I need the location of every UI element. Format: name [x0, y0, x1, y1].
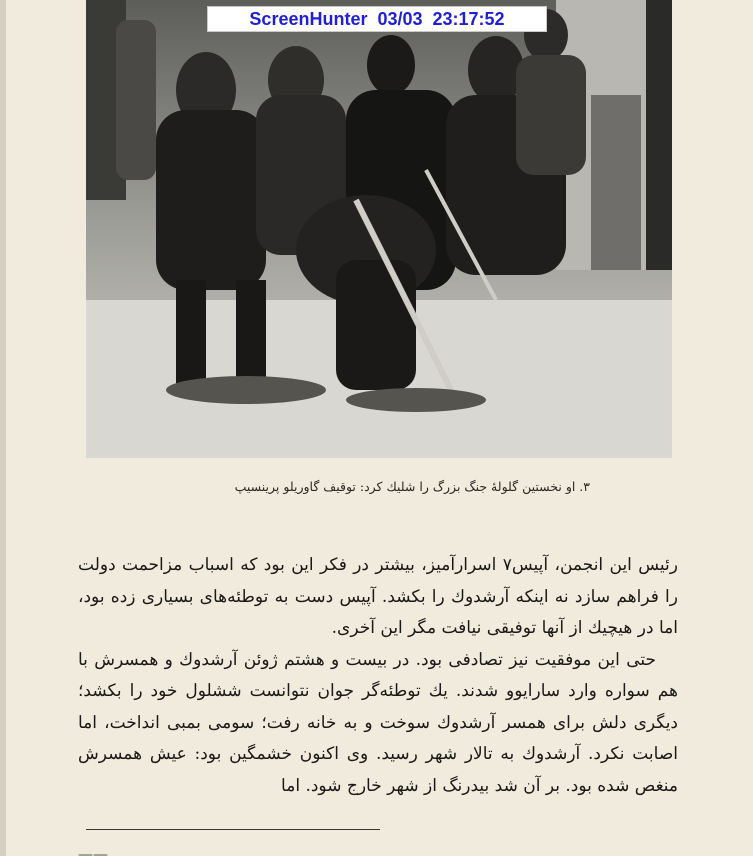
body-text	[78, 550, 678, 802]
footnote-divider	[86, 829, 380, 830]
paragraph: حتی این موفقیت نیز تصادفی بود. در بیست و هشتم ژوئن آرشدوك و همسرش با هم سواره وارد سارایوو شدند. یك توطئه‌گر جوان نتوانست ششلول خود را بکشد؛ دیگری دلش برای همسر آرشدوك سوخت و به خانه رفت؛ سومی بمبی انداخت، اما اصابت نکرد. آرشدوك به تالار شهر رسید. وی اکنون خشمگین بود: عیش همسرش منغص شده بود. بر آن شد بیدرنگ از شهر خارج شود. اما	[78, 649, 678, 796]
archival-photo	[86, 0, 672, 458]
screenhunter-watermark: ScreenHunter 03/03 23:17:52	[207, 6, 547, 32]
page-edge-shadow	[0, 0, 6, 856]
archival-photo-arrest-scene-icon	[86, 0, 672, 458]
paragraph: رئیس این انجمن، آپیس۷ اسرارآمیز، بیشتر در فکر این بود که اسباب مزاحمت دولت را فراهم سازد نه اینکه آرشدوك را بکشد. آپیس دست به توطئه‌های بسیاری زده بود، اما در هیچیك از آنها توفیقی نیافت مگر این آخری.	[78, 555, 679, 638]
photo-caption: ۳. او نخستین گلولهٔ جنگ بزرگ را شلیك كرد: توقیف گاوریلو پرینسیپ	[234, 479, 590, 494]
footer-fragment: ——	[78, 846, 108, 856]
